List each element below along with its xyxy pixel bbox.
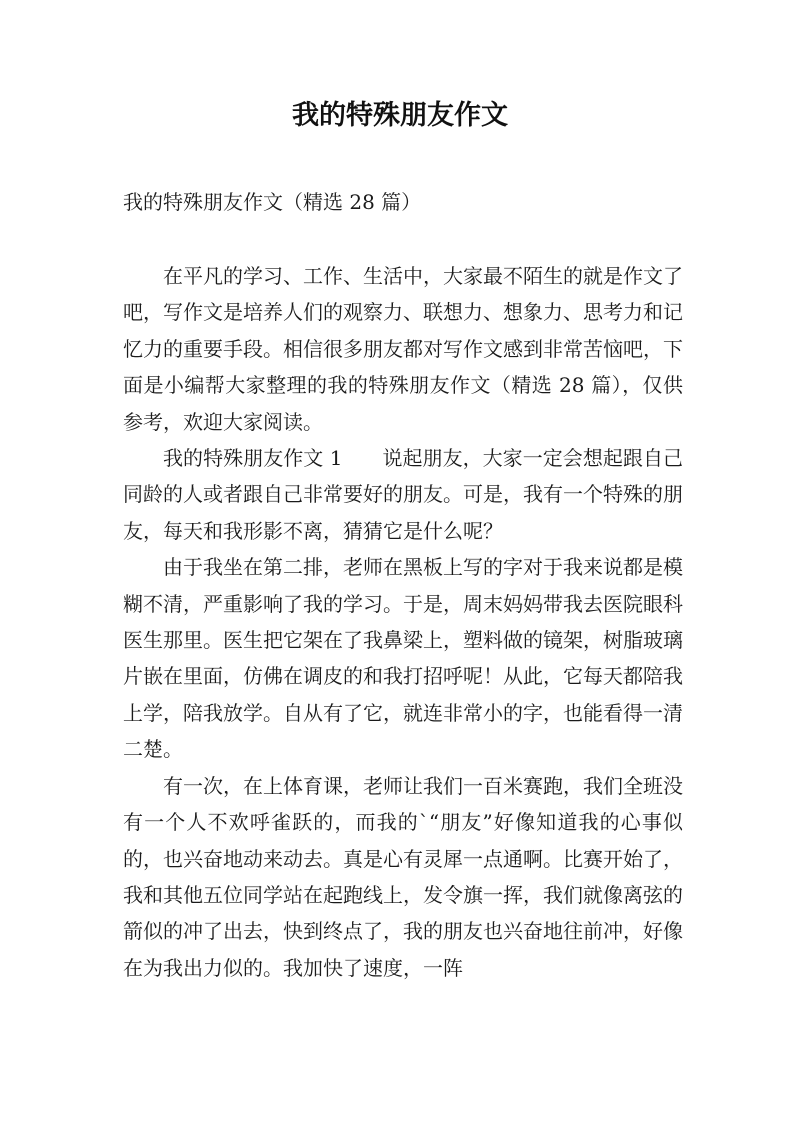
- essay-paragraph-1: 说起朋友，大家一定会想起跟自己同龄的人或者跟自己非常要好的朋友。可是，我有一个特殊的朋友，每天和我形影不离，猜猜它是什么呢？: [123, 446, 683, 543]
- essay-heading: 我的特殊朋友作文 1: [163, 446, 343, 471]
- document-body: [123, 258, 683, 986]
- essay-paragraph-2: 由于我坐在第二排，老师在黑板上写的字对于我来说都是模糊不清，严重影响了我的学习。于是，周末妈妈带我去医院眼科医生那里。医生把它架在了我鼻梁上，塑料做的镜架，树脂玻璃片嵌在里面，仿佛在调皮的和我打招呼呢！从此，它每天都陪我上学，陪我放学。自从有了它，就连非常小的字，也能看得一清二楚。: [123, 555, 683, 762]
- document-subtitle: 我的特殊朋友作文（精选 28 篇）: [123, 190, 422, 214]
- document-title: 我的特殊朋友作文: [292, 100, 508, 131]
- essay-paragraph-3: 有一次，在上体育课，老师让我们一百米赛跑，我们全班没有一个人不欢呼雀跃的，而我的`“朋友”好像知道我的心事似的，也兴奋地动来动去。真是心有灵犀一点通啊。比赛开始了，我和其他五位同学站在起跑线上，发令旗一挥，我们就像离弦的箭似的冲了出去，快到终点了，我的朋友也兴奋地往前冲，好像在为我出力似的。我加快了速度，一阵: [123, 773, 683, 980]
- essay-first-paragraph: [123, 440, 683, 549]
- intro-paragraph: 在平凡的学习、工作、生活中，大家最不陌生的就是作文了吧，写作文是培养人们的观察力、联想力、想象力、思考力和记忆力的重要手段。相信很多朋友都对写作文感到非常苦恼吧，下面是小编帮大家整理的我的特殊朋友作文（精选 28 篇），仅供参考，欢迎大家阅读。: [123, 264, 683, 434]
